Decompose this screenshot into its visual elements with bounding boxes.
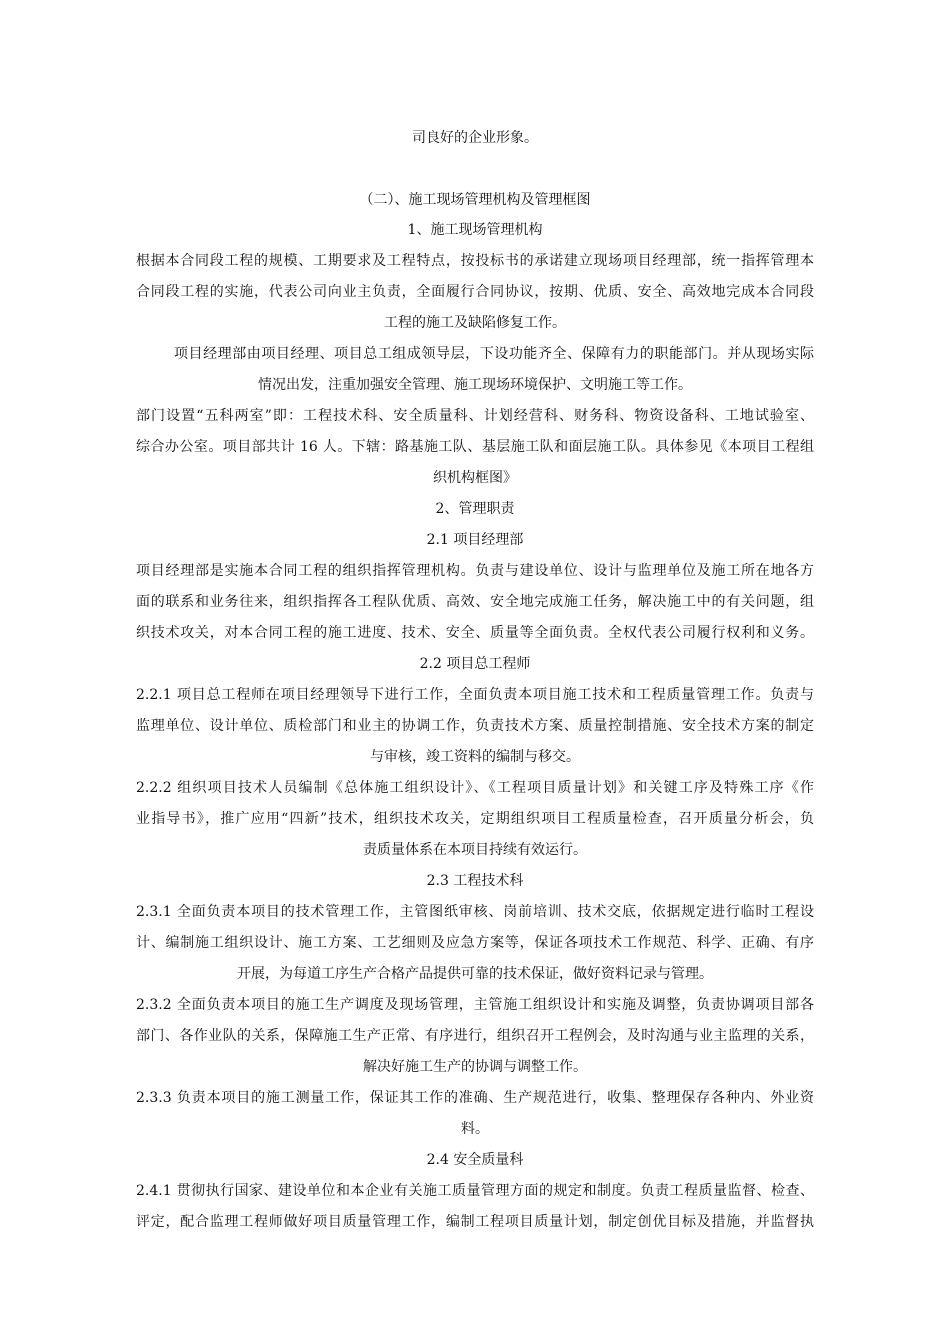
paragraph-line: 面的联系和业务往来，组织指挥各工程队优质、高效、安全地完成施工任务，解决施工中的有关问题，组 (136, 594, 814, 610)
subsection-heading: 2.4 安全质量科 (426, 1152, 524, 1168)
paragraph-line: 织机构框图》 (433, 470, 517, 486)
subsection-heading: 1、施工现场管理机构 (407, 222, 543, 238)
paragraph-line: 2.3.1 全面负责本项目的技术管理工作，主管图纸审核、岗前培训、技术交底，依据规定进行临时工程设 (136, 904, 814, 920)
paragraph-line: 2.2.1 项目总工程师在项目经理领导下进行工作，全面负责本项目施工技术和工程质量管理工作。负责与 (136, 687, 814, 703)
paragraph-line: 料。 (461, 1121, 489, 1137)
paragraph-line: 综合办公室。项目部共计 16 人。下辖：路基施工队、基层施工队和面层施工队。具体参见《本项目工程组 (136, 439, 814, 455)
paragraph-line: 计、编制施工组织设计、施工方案、工艺细则及应急方案等，保证各项技术工作规范、科学、正确、有序 (136, 935, 814, 951)
paragraph-line: 监理单位、设计单位、质检部门和业主的协调工作，负责技术方案、质量控制措施、安全技术方案的制定 (136, 718, 814, 734)
paragraph-line: 2.3.2 全面负责本项目的施工生产调度及现场管理，主管施工组织设计和实施及调整，负责协调项目部各 (136, 997, 814, 1013)
paragraph-line: 项目经理部是实施本合同工程的组织指挥管理机构。负责与建设单位、设计与监理单位及施工所在地各方 (136, 563, 814, 579)
paragraph-line: 2.2.2 组织项目技术人员编制《总体施工组织设计》、《工程项目质量计划》和关键工序及特殊工序《作 (136, 780, 814, 796)
section-heading: （二）、施工现场管理机构及管理框图 (359, 192, 591, 208)
paragraph-line: 织技术攻关，对本合同工程的施工进度、技术、安全、质量等全面负责。全权代表公司履行权利和义务。 (136, 625, 814, 641)
paragraph-line: 合同段工程的实施，代表公司向业主负责，全面履行合同协议，按期、优质、安全、高效地完成本合同段 (136, 284, 814, 300)
subsection-heading: 2.3 工程技术科 (426, 873, 524, 889)
text-line: 司良好的企业形象。 (412, 130, 538, 146)
paragraph-line: 2.3.3 负责本项目的施工测量工作，保证其工作的准确、生产规范进行，收集、整理保存各种内、外业资 (136, 1090, 814, 1106)
paragraph-line: 解决好施工生产的协调与调整工作。 (363, 1059, 587, 1075)
paragraph-line: 部门设置“五科两室”即：工程技术科、安全质量科、计划经营科、财务科、物资设备科、工地试验室、 (136, 408, 814, 424)
subsection-heading: 2.1 项目经理部 (426, 532, 524, 548)
paragraph-line: 根据本合同段工程的规模、工期要求及工程特点，按投标书的承诺建立现场项目经理部，统一指挥管理本 (136, 253, 814, 269)
paragraph-line: 情况出发，注重加强安全管理、施工现场环境保护、文明施工等工作。 (258, 377, 692, 393)
paragraph-line: 评定，配合监理工程师做好项目质量管理工作，编制工程项目质量计划，制定创优目标及措施，并监督执 (136, 1214, 814, 1230)
paragraph-line: 2.4.1 贯彻执行国家、建设单位和本企业有关施工质量管理方面的规定和制度。负责工程质量监督、检查、 (136, 1183, 814, 1199)
paragraph-line: 与审核，竣工资料的编制与移交。 (370, 749, 580, 765)
subsection-heading: 2、管理职责 (435, 501, 515, 517)
subsection-heading: 2.2 项目总工程师 (419, 656, 531, 672)
paragraph-line: 业指导书》，推广应用“四新”技术，组织技术攻关，定期组织项目工程质量检查，召开质量分析会，负 (136, 811, 814, 827)
paragraph-line: 部门、各作业队的关系，保障施工生产正常、有序进行，组织召开工程例会，及时沟通与业主监理的关系， (136, 1028, 814, 1044)
paragraph-line: 项目经理部由项目经理、项目总工组成领导层，下设功能齐全、保障有力的职能部门。并从现场实际 (174, 346, 814, 362)
paragraph-line: 责质量体系在本项目持续有效运行。 (363, 842, 587, 858)
paragraph-line: 开展，为每道工序生产合格产品提供可靠的技术保证，做好资料记录与管理。 (237, 966, 713, 982)
paragraph-line: 工程的施工及缺陷修复工作。 (384, 315, 566, 331)
